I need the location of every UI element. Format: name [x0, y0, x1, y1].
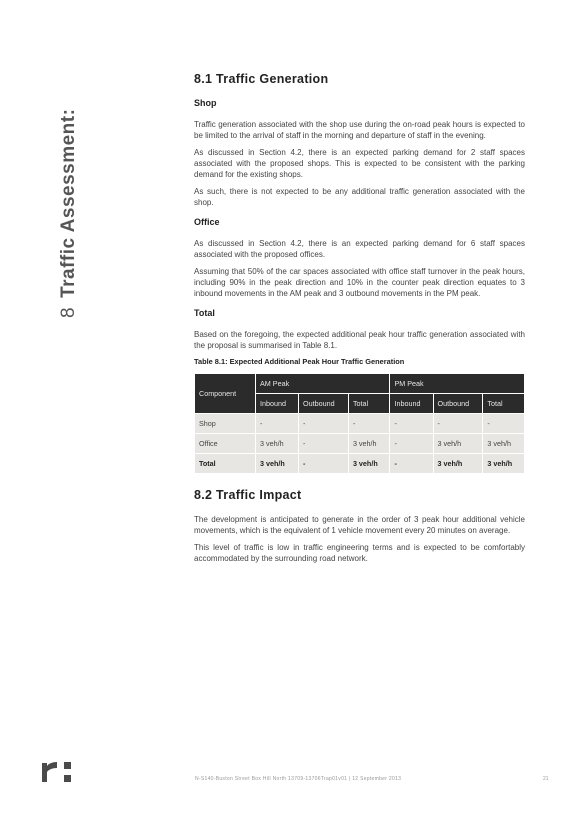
table-header-pm-peak: PM Peak [390, 374, 525, 394]
section-heading-traffic-generation: 8.1 Traffic Generation [194, 72, 329, 86]
page-number: 21 [543, 776, 549, 782]
table-header-total: Total [348, 394, 390, 414]
paragraph: The development is anticipated to generate in the order of 3 peak hour additional vehicle movements, which is the equivalent of 1 vehicle movement every 20 minutes on average. [194, 515, 525, 535]
table-row [195, 414, 525, 434]
table-header-outbound: Outbound [299, 394, 349, 414]
traffic-generation-table [194, 373, 525, 474]
table-cell: 3 veh/h [433, 434, 483, 454]
paragraph: As discussed in Section 4.2, there is an expected parking demand for 2 staff spaces associated with the proposed shops. This is expected to be consistent with the parking demand for the existing shops. [194, 148, 525, 179]
table-cell: Office [195, 434, 256, 454]
table-cell: - [390, 414, 433, 434]
table-cell: - [299, 414, 349, 434]
subheading-shop: Shop [194, 98, 217, 108]
paragraph: Based on the foregoing, the expected additional peak hour traffic generation associated with the proposal is summarised in Table 8.1. [194, 330, 525, 350]
table-cell: Shop [195, 414, 256, 434]
paragraph: This level of traffic is low in traffic engineering terms and is expected to be comfortably accommodated by the surrounding road network. [194, 543, 525, 563]
paragraph: Assuming that 50% of the car spaces associated with office staff turnover in the peak hours, including 90% in the peak direction and 10% in the counter peak direction equates to 3 inbound movements in the AM peak and 3 outbound movements in the PM peak. [194, 267, 525, 298]
footer-text: N-S140-Buston Street Box Hill North 13709-13706Trap01v01 | 12 September 2013 [195, 776, 402, 782]
table-caption: Table 8.1: Expected Additional Peak Hour Traffic Generation [194, 357, 405, 366]
table-cell: Total [195, 454, 256, 474]
subheading-total: Total [194, 308, 215, 318]
table-header-am-peak: AM Peak [256, 374, 390, 394]
table-cell: 3 veh/h [433, 454, 483, 474]
ratio-logo-icon [42, 760, 74, 782]
table-header-inbound: Inbound [256, 394, 299, 414]
table-header-outbound: Outbound [433, 394, 483, 414]
table-header-total: Total [483, 394, 525, 414]
table-cell: - [390, 454, 433, 474]
table-cell: 3 veh/h [256, 434, 299, 454]
page-footer [0, 760, 581, 800]
table-cell: 3 veh/h [348, 454, 390, 474]
paragraph: As such, there is not expected to be any additional traffic generation associated with the shop. [194, 187, 525, 207]
section-heading-traffic-impact: 8.2 Traffic Impact [194, 488, 302, 502]
table-cell: 3 veh/h [256, 454, 299, 474]
chapter-title: Traffic Assessment: [58, 108, 79, 298]
table-cell: - [390, 434, 433, 454]
table-cell: - [483, 414, 525, 434]
chapter-number: 8 [58, 306, 79, 318]
table-cell: - [299, 454, 349, 474]
table-row [195, 434, 525, 454]
subheading-office: Office [194, 217, 220, 227]
table-cell: 3 veh/h [483, 454, 525, 474]
table-header-inbound: Inbound [390, 394, 433, 414]
paragraph: Traffic generation associated with the shop use during the on-road peak hours is expected to be limited to the arrival of staff in the morning and departure of staff in the evening. [194, 120, 525, 140]
paragraph: As discussed in Section 4.2, there is an expected parking demand for 6 staff spaces associated with the proposed offices. [194, 239, 525, 259]
table-cell: - [348, 414, 390, 434]
table-cell: - [299, 434, 349, 454]
table-row-total [195, 454, 525, 474]
table-cell: - [256, 414, 299, 434]
table-header-component: Component [195, 374, 256, 414]
table-cell: 3 veh/h [483, 434, 525, 454]
main-content [194, 72, 525, 570]
table-cell: 3 veh/h [348, 434, 390, 454]
table-cell: - [433, 414, 483, 434]
